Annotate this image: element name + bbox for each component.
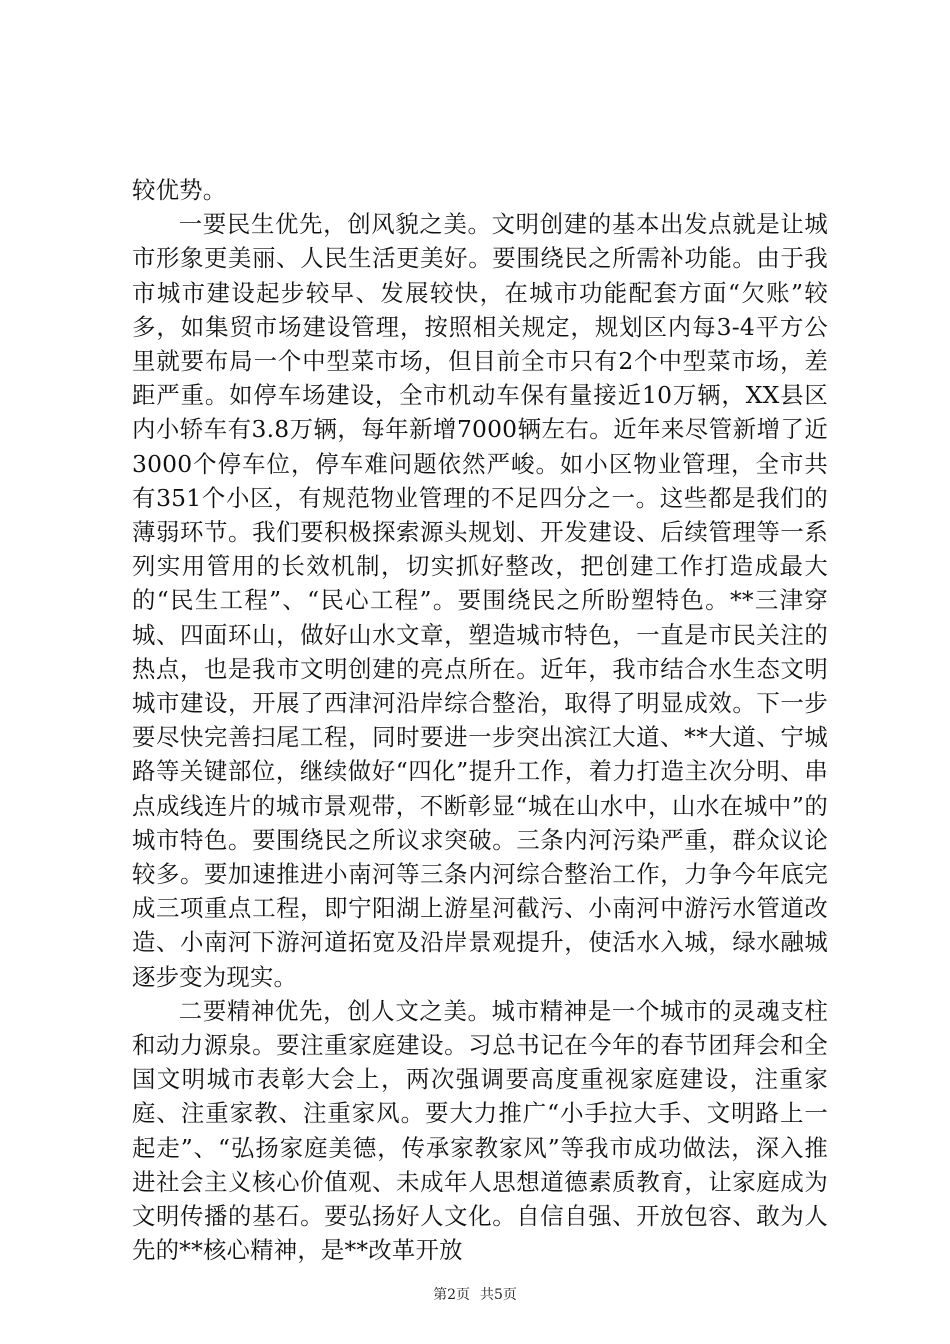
paragraph-spirit-first: 二要精神优先，创人文之美。城市精神是一个城市的灵魂支柱和动力源泉。要注重家庭建设。习总书记在今年的春节团拜会和全国文明城市表彰大会上，两次强调要高度重视家庭建设，注重家庭、注重家教、注重家风。要大力推广“小手拉大手、文明路上一起走”、“弘扬家庭美德，传承家教家风”等我市成功做法，深入推进社会主义核心价值观、未成年人思想道德素质教育，让家庭成为文明传播的基石。要弘扬好人文化。自信自强、开放包容、敢为人先的**核心精神，是**改革开放 <box>132 996 828 1265</box>
page-footer <box>0 1285 950 1305</box>
paragraph-continuation: 较优势。 <box>132 176 227 204</box>
page-number: 第2页 <box>433 1287 470 1303</box>
document-body <box>132 173 828 1268</box>
paragraph-livelihood-first: 一要民生优先，创风貌之美。文明创建的基本出发点就是让城市形象更美丽、人民生活更美好。要围绕民之所需补功能。由于我市城市建设起步较早、发展较快，在城市功能配套方面“欠账”较多，如集贸市场建设管理，按照相关规定，规划区内每3-4平方公里就要布局一个中型菜市场，但目前全市只有2个中型菜市场，差距严重。如停车场建设，全市机动车保有量接近10万辆，XX县区内小轿车有3.8万辆，每年新增7000辆左右。近年来尽管新增了近3000个停车位，停车难问题依然严峻。如小区物业管理，全市共有351个小区，有规范物业管理的不足四分之一。这些都是我们的薄弱环节。我们要积极探索源头规划、开发建设、后续管理等一系列实用管用的长效机制，切实抓好整改，把创建工作打造成最大的“民生工程”、“民心工程”。要围绕民之所盼塑特色。**三津穿城、四面环山，做好山水文章，塑造城市特色，一直是市民关注的热点，也是我市文明创建的亮点所在。近年，我市结合水生态文明城市建设，开展了西津河沿岸综合整治，取得了明显成效。下一步要尽快完善扫尾工程，同时要进一步突出滨江大道、**大道、宁城路等关键部位，继续做好“四化”提升工作，着力打造主次分明、串点成线连片的城市景观带，不断彰显“城在山水中，山水在城中”的城市特色。要围绕民之所议求突破。三条内河污染严重，群众议论较多。要加速推进小南河等三条内河综合整治工作，力争今年底完成三项重点工程，即宁阳湖上游星河截污、小南河中游污水管道改造、小南河下游河道拓宽及沿岸景观提升，使活水入城，绿水融城逐步变为现实。 <box>132 210 828 991</box>
page-total: 共5页 <box>480 1287 517 1303</box>
